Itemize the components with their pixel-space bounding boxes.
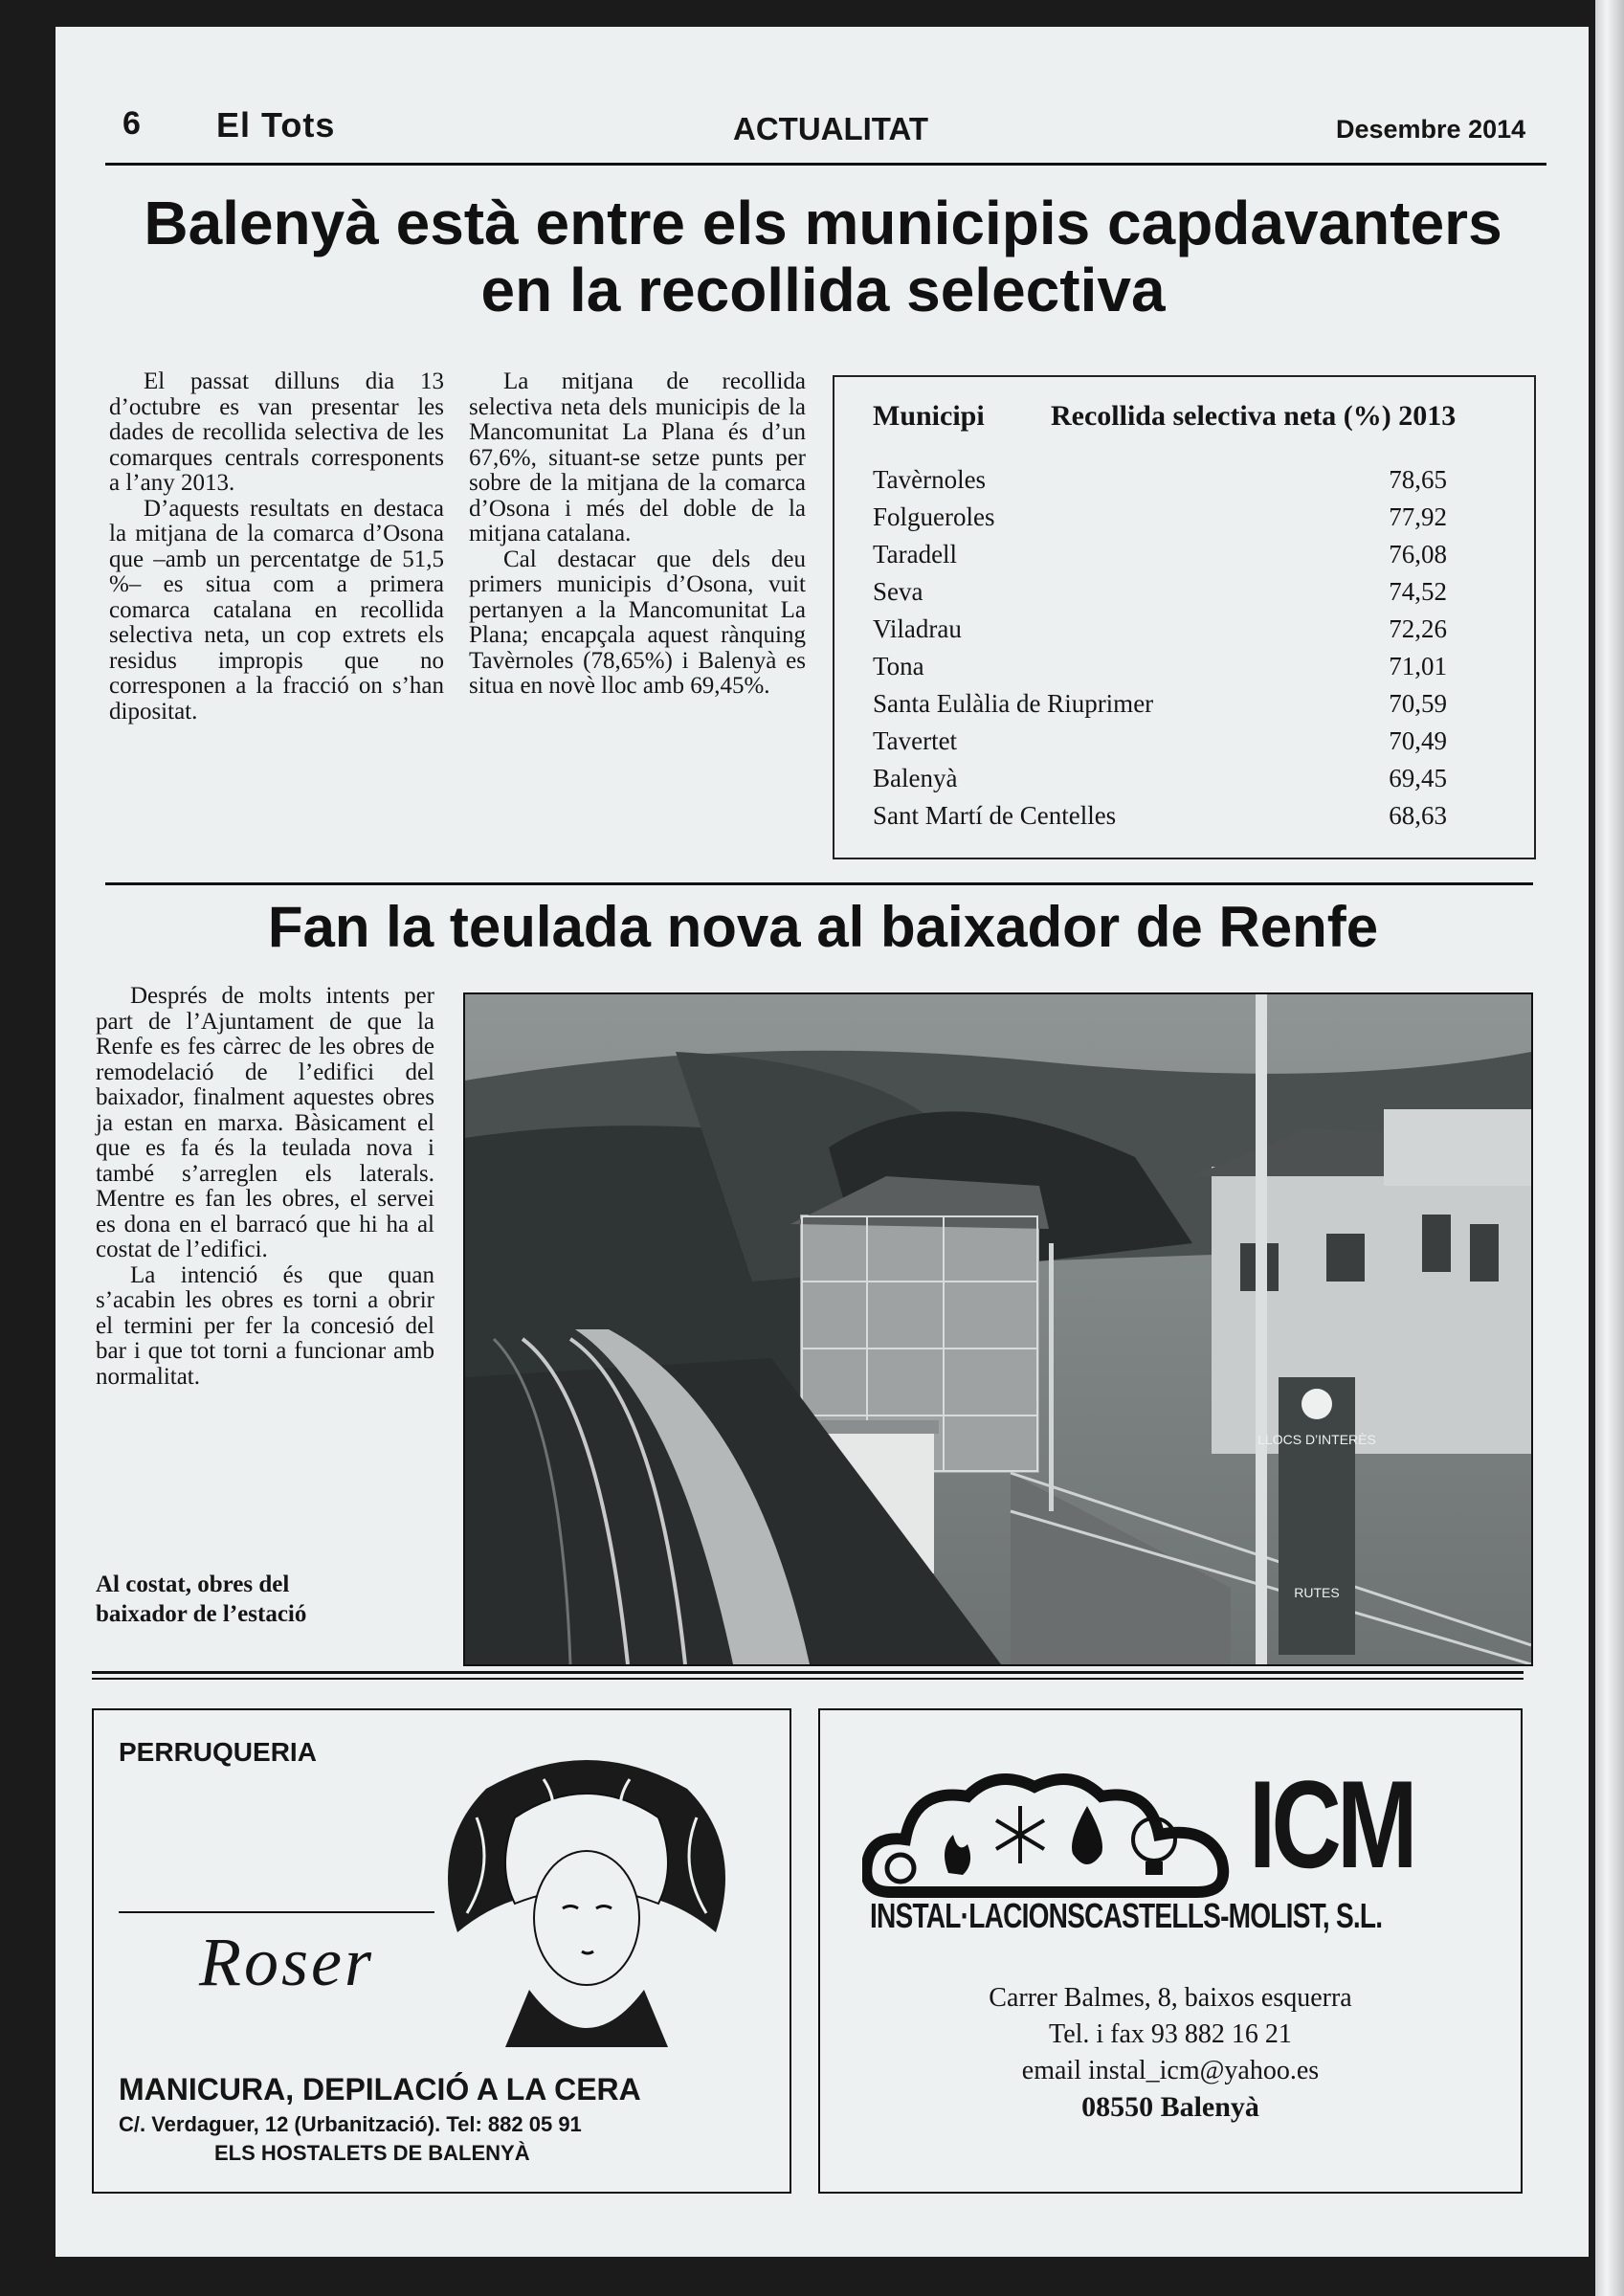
article1-paragraph: El passat dilluns dia 13 d’octubre es van presentar les dades de recollida selectiva de les comarques centrals corresponents a l’any 2013. xyxy=(109,368,444,496)
ad1-town: ELS HOSTALETS DE BALENYÀ xyxy=(214,2141,530,2165)
snowflake-icon xyxy=(996,1806,1044,1863)
table-row xyxy=(873,577,1447,614)
publication-name: El Tots xyxy=(216,105,336,145)
icm-company-b: CASTELLS-MOLIST, S.L. xyxy=(1084,1896,1383,1935)
recycling-table xyxy=(833,375,1536,859)
table-header-value: Recollida selectiva neta (%) 2013 xyxy=(1051,400,1457,432)
header-rule xyxy=(105,163,1546,166)
flame-icon xyxy=(945,1835,970,1875)
table-cell-value: 70,59 xyxy=(1389,689,1447,718)
page-number: 6 xyxy=(122,105,141,142)
ad1-services: MANICURA, DEPILACIÓ A LA CERA xyxy=(119,2072,641,2107)
station-photo-illustration xyxy=(465,994,1531,1664)
table-cell-municipi: Taradell xyxy=(873,540,958,568)
ad1-category: PERRUQUERIA xyxy=(119,1737,317,1767)
icm-company-a: INSTAL·LACIONS xyxy=(870,1896,1085,1935)
article1-paragraph: Cal destacar que dels deu primers municipis d’Osona, vuit pertanyen a la Mancomunitat La Plana; encapçala aquest rànquing Tavèrnoles (78,65%) i Balenyà es situa en novè lloc amb 69,45%. xyxy=(469,546,806,699)
page-spine xyxy=(1595,0,1624,2296)
article2-paragraph: La intenció és que quan s’acabin les obres es torni a obrir el termini per fer la concesió del bar i que tot torni a funcionar amb normalitat. xyxy=(96,1261,434,1390)
article2-paragraph: Després de molts intents per part de l’Ajuntament de que la Renfe es fes càrrec de les obres de remodelació de l’edifici del baixador, finalment aquestes obres ja estan en marxa. Bàsicament el que es fa és la teulada nova i també s’arreglen els laterals. Mentre es fan les obres, el servei es dona en el barracó que hi ha al costat de l’edifici. xyxy=(96,983,434,1262)
table-cell-value: 74,52 xyxy=(1389,577,1447,606)
table-cell-value: 69,45 xyxy=(1389,764,1447,792)
icm-logo-text: ICM xyxy=(1249,1754,1413,1894)
table-cell-municipi: Tona xyxy=(873,652,924,680)
article2-column xyxy=(96,984,434,1390)
table-row xyxy=(873,801,1447,838)
ads-rule-top xyxy=(92,1671,1524,1674)
table-row xyxy=(873,689,1447,726)
table-cell-value: 78,65 xyxy=(1389,465,1447,494)
article1-column-2 xyxy=(469,369,806,700)
icm-email: email instal_icm@yahoo.es xyxy=(1021,2056,1320,2085)
ad-icm xyxy=(818,1708,1523,2194)
photo-caption xyxy=(96,1570,306,1629)
article1-column-1 xyxy=(109,369,444,724)
table-cell-municipi: Folgueroles xyxy=(873,502,995,531)
table-row xyxy=(873,465,1447,502)
issue-date: Desembre 2014 xyxy=(1336,115,1526,144)
table-cell-municipi: Seva xyxy=(873,577,923,606)
table-cell-value: 71,01 xyxy=(1389,652,1447,680)
table-cell-municipi: Balenyà xyxy=(873,764,958,792)
gear-icon xyxy=(887,1855,914,1882)
icm-phone: Tel. i fax 93 882 16 21 xyxy=(1049,2019,1292,2049)
ad1-address: C/. Verdaguer, 12 (Urbanització). Tel: 882 05 91 xyxy=(119,2112,582,2136)
table-row xyxy=(873,652,1447,689)
section-rule xyxy=(105,882,1533,885)
article1-title xyxy=(105,189,1541,323)
ad-perruqueria xyxy=(92,1708,791,2194)
table-row xyxy=(873,614,1447,652)
table-cell-value: 72,26 xyxy=(1389,614,1447,643)
table-cell-value: 77,92 xyxy=(1389,502,1447,531)
photo-caption-line1: Al costat, obres del xyxy=(96,1572,290,1597)
table-row xyxy=(873,540,1447,577)
icm-logo-cloud-icon xyxy=(862,1768,1245,1911)
info-sign-title: LLOCS D’INTERÈS xyxy=(1257,1432,1376,1447)
ad1-brand-logo: Roser xyxy=(199,1924,374,2000)
ad1-divider xyxy=(119,1911,434,1913)
article1-title-line2: en la recollida selectiva xyxy=(480,256,1166,324)
icm-company-name xyxy=(870,1896,1382,1936)
icm-address: Carrer Balmes, 8, baixos esquerra xyxy=(989,1983,1352,2013)
table-row xyxy=(873,764,1447,801)
water-drop-icon xyxy=(1072,1806,1102,1864)
table-cell-municipi: Tavèrnoles xyxy=(873,465,987,494)
woman-portrait-icon xyxy=(429,1750,745,2047)
ads-rule-bottom xyxy=(92,1678,1524,1680)
table-row xyxy=(873,726,1447,764)
table-cell-municipi: Sant Martí de Centelles xyxy=(873,801,1117,830)
icm-contact xyxy=(820,1980,1521,2126)
table-cell-municipi: Tavertet xyxy=(873,726,958,755)
icm-postal: 08550 Balenyà xyxy=(1081,2091,1259,2123)
article1-paragraph: La mitjana de recollida selectiva neta dels municipis de la Mancomunitat La Plana és d’un 67,6%, situant-se setze punts per sobre de la mitjana de la comarca d’Osona i més del doble de la mitjana catalana. xyxy=(469,368,806,546)
table-cell-municipi: Viladrau xyxy=(873,614,962,643)
station-photo xyxy=(463,992,1533,1666)
info-sign-bottom: RUTES xyxy=(1294,1585,1340,1600)
table-cell-value: 70,49 xyxy=(1389,726,1447,755)
table-cell-value: 76,08 xyxy=(1389,540,1447,568)
table-row xyxy=(873,502,1447,540)
article1-title-line1: Balenyà està entre els municipis capdavanters xyxy=(144,189,1502,257)
table-cell-value: 68,63 xyxy=(1389,801,1447,830)
photo-caption-line2: baixador de l’estació xyxy=(96,1601,307,1627)
article2-title: Fan la teulada nova al baixador de Renfe xyxy=(267,895,1379,959)
table-cell-municipi: Santa Eulàlia de Riuprimer xyxy=(873,689,1154,718)
table-header-municipi: Municipi xyxy=(873,400,985,432)
section-name: ACTUALITAT xyxy=(733,111,929,146)
article1-paragraph: D’aquests resultats en destaca la mitjana de la comarca d’Osona que –amb un percentatge de 51,5 %– es situa com a primera comarca catalana en recollida selectiva neta, un cop extrets els residus impropis que no corresponen a la fracció on s’han dipositat. xyxy=(109,495,444,724)
